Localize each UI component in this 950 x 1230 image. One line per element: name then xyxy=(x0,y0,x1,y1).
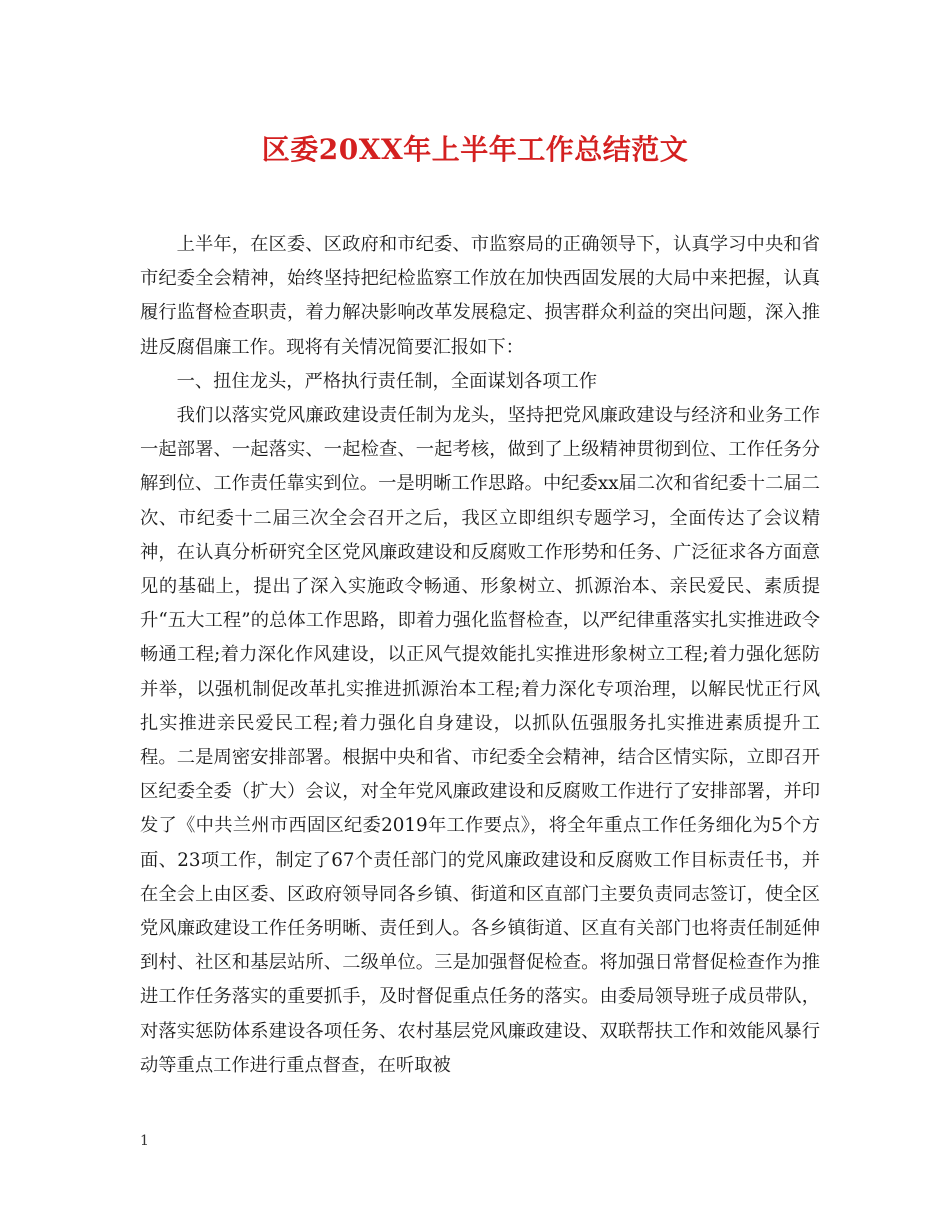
page-number: 1 xyxy=(140,1133,149,1149)
document-body xyxy=(140,228,820,1083)
document-title: 区委20XX年上半年工作总结范文 xyxy=(261,133,689,166)
section-heading: 一、扭住龙头，严格执行责任制，全面谋划各项工作 xyxy=(176,370,598,392)
intro-paragraph: 上半年，在区委、区政府和市纪委、市监察局的正确领导下，认真学习中央和省市纪委全会精神，始终坚持把纪检监察工作放在加快西固发展的大局中来把握，认真履行监督检查职责，着力解决影响改革发展稳定、损害群众利益的突出问题，深入推进反腐倡廉工作。现将有关情况简要汇报如下： xyxy=(140,234,820,358)
section-paragraph: 我们以落实党风廉政建设责任制为龙头，坚持把党风廉政建设与经济和业务工作一起部署、一起落实、一起检查、一起考核，做到了上级精神贯彻到位、工作任务分解到位、工作责任靠实到位。一是明晰工作思路。中纪委xx届二次和省纪委十二届二次、市纪委十二届三次全会召开之后，我区立即组织专题学习，全面传达了会议精神，在认真分析研究全区党风廉政建设和反腐败工作形势和任务、广泛征求各方面意见的基础上，提出了深入实施政令畅通、形象树立、抓源治本、亲民爱民、素质提升“五大工程”的总体工作思路，即着力强化监督检查，以严纪律重落实扎实推进政令畅通工程;着力深化作风建设，以正风气提效能扎实推进形象树立工程;着力强化惩防并举，以强机制促改革扎实推进抓源治本工程;着力深化专项治理，以解民忧正行风扎实推进亲民爱民工程;着力强化自身建设，以抓队伍强服务扎实推进素质提升工程。二是周密安排部署。根据中央和省、市纪委全会精神，结合区情实际，立即召开区纪委全委（扩大）会议，对全年党风廉政建设和反腐败工作进行了安排部署，并印发了《中共兰州市西固区纪委2019年工作要点》，将全年重点工作任务细化为5个方面、23项工作，制定了67个责任部门的党风廉政建设和反腐败工作目标责任书，并在全会上由区委、区政府领导同各乡镇、街道和区直部门主要负责同志签订，使全区党风廉政建设工作任务明晰、责任到人。各乡镇街道、区直有关部门也将责任制延伸到村、社区和基层站所、二级单位。三是加强督促检查。将加强日常督促检查作为推进工作任务落实的重要抓手，及时督促重点任务的落实。由委局领导班子成员带队，对落实惩防体系建设各项任务、农村基层党风廉政建设、双联帮扶工作和效能风暴行动等重点工作进行重点督查，在听取被 xyxy=(140,405,820,1076)
